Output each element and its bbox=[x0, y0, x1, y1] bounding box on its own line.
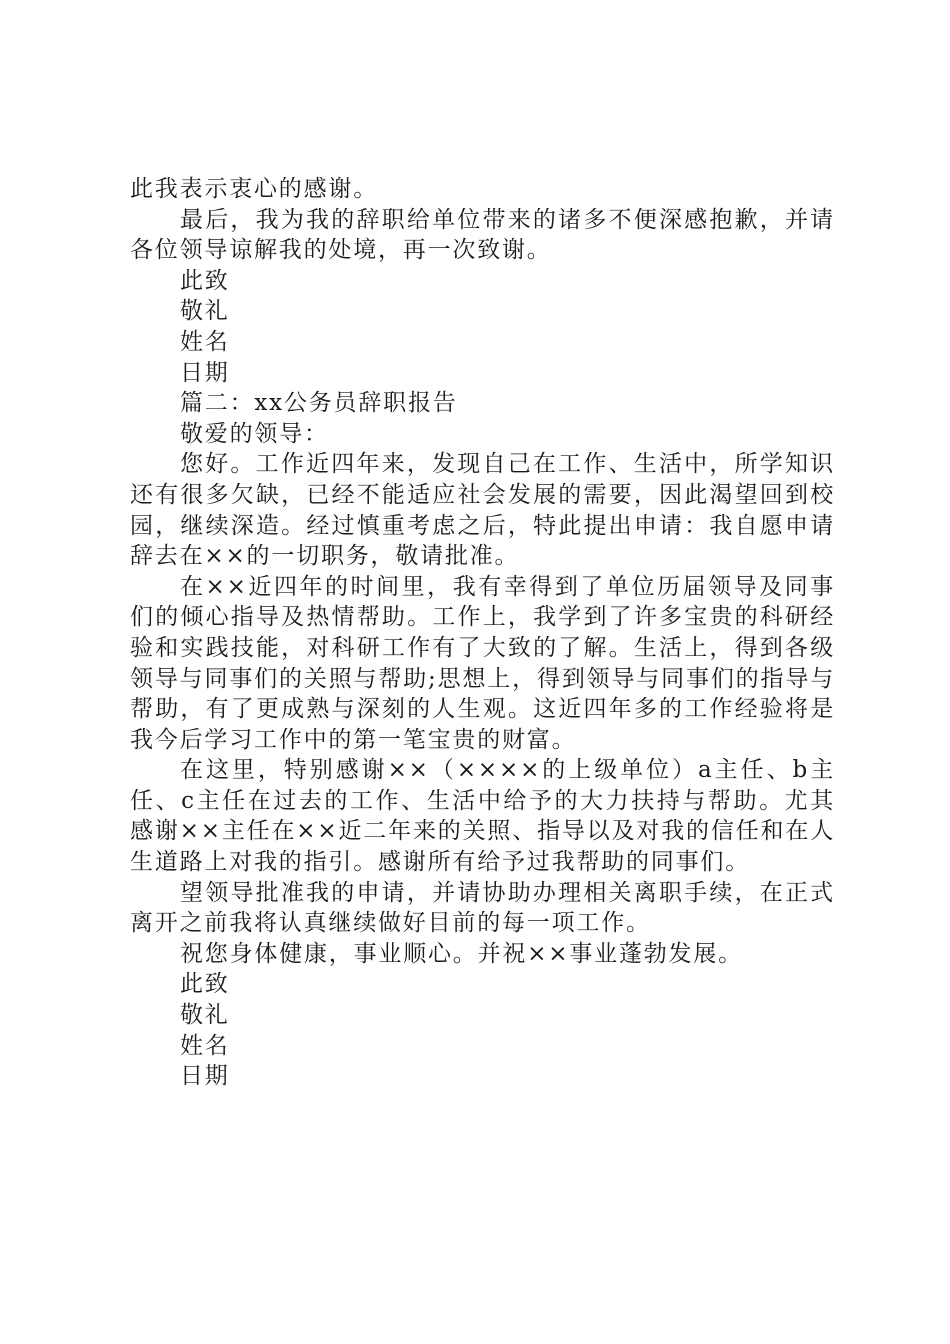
paragraph-intro: 您好。工作近四年来，发现自己在工作、生活中，所学知识还有很多欠缺，已经不能适应社会发展的需要，因此渴望回到校园，继续深造。经过慎重考虑之后，特此提出申请：我自愿申请辞去在××的一切职务，敬请批准。 bbox=[130, 451, 835, 570]
paragraph-continuation: 此我表示衷心的感谢。 bbox=[130, 176, 378, 202]
signature-date: 日期 bbox=[180, 359, 230, 386]
paragraph-apology: 最后，我为我的辞职给单位带来的诸多不便深感抱歉，并请各位领导谅解我的处境，再一次致谢。 bbox=[130, 206, 835, 264]
closing-salutation-2: 此致 bbox=[180, 971, 230, 998]
section-title: 篇二：xx公务员辞职报告 bbox=[180, 390, 458, 417]
paragraph-request: 望领导批准我的申请，并请协助办理相关离职手续，在正式离开之前我将认真继续做好目前的每一项工作。 bbox=[130, 879, 835, 937]
signature-date-2: 日期 bbox=[180, 1063, 230, 1090]
greeting: 敬爱的领导： bbox=[180, 420, 329, 447]
closing-regards: 敬礼 bbox=[180, 298, 230, 325]
document-body bbox=[130, 174, 835, 1092]
paragraph-experience: 在××近四年的时间里，我有幸得到了单位历届领导及同事们的倾心指导及热情帮助。工作上，我学到了许多宝贵的科研经验和实践技能，对科研工作有了大致的了解。生活上，得到各级领导与同事们的关照与帮助;思想上，得到领导与同事们的指导与帮助，有了更成熟与深刻的人生观。这近四年多的工作经验将是我今后学习工作中的第一笔宝贵的财富。 bbox=[130, 573, 835, 753]
signature-name: 姓名 bbox=[180, 328, 230, 355]
signature-name-2: 姓名 bbox=[180, 1032, 230, 1059]
paragraph-wishes: 祝您身体健康，事业顺心。并祝××事业蓬勃发展。 bbox=[180, 940, 743, 967]
closing-salutation: 此致 bbox=[180, 267, 230, 294]
paragraph-thanks: 在这里，特别感谢××（××××的上级单位）a主任、b主任、c主任在过去的工作、生活中给予的大力扶持与帮助。尤其感谢××主任在××近二年来的关照、指导以及对我的信任和在人生道路上对我的指引。感谢所有给予过我帮助的同事们。 bbox=[130, 757, 835, 876]
closing-regards-2: 敬礼 bbox=[180, 1002, 230, 1029]
